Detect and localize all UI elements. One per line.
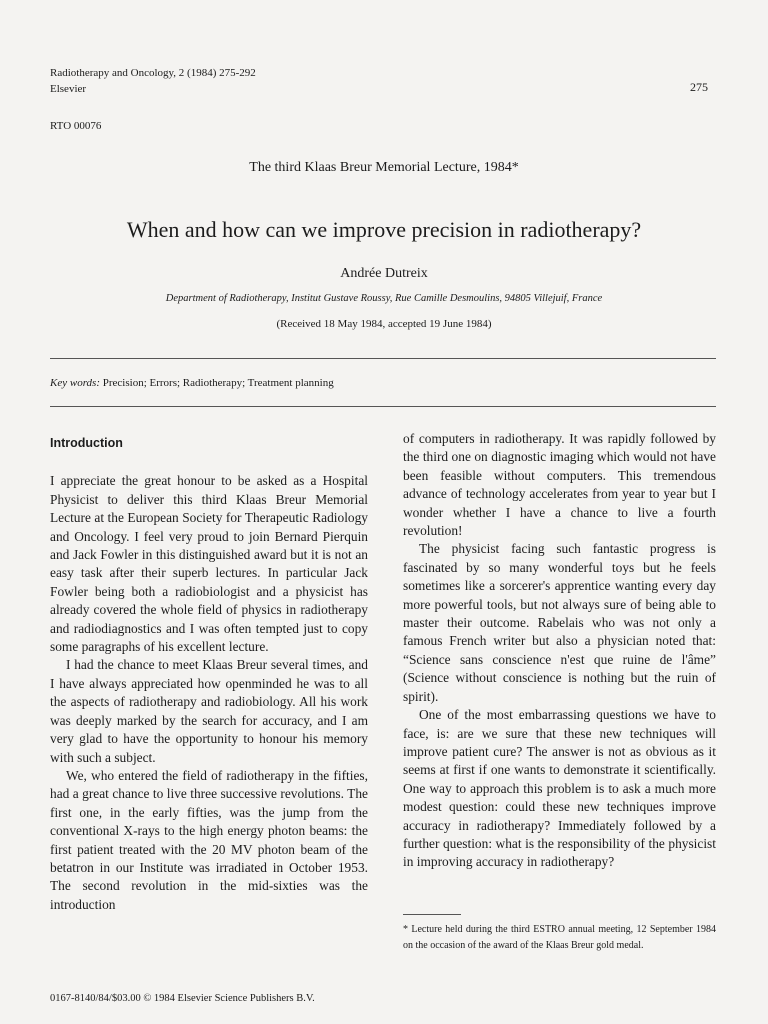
journal-line-1: Radiotherapy and Oncology, 2 (1984) 275-292 bbox=[50, 67, 256, 79]
author-affiliation: Department of Radiotherapy, Institut Gustave Roussy, Rue Camille Desmoulins, 94805 Villejuif, France bbox=[165, 293, 603, 304]
section-heading: Introduction bbox=[50, 436, 123, 450]
journal-publisher: Elsevier bbox=[50, 83, 87, 95]
footnote-rule bbox=[403, 914, 461, 915]
journal-citation bbox=[50, 65, 256, 97]
divider-bottom bbox=[50, 406, 716, 407]
footnote: * Lecture held during the third ESTRO annual meeting, 12 September 1984 on the occasion of the award of the Klaas Breur gold medal. bbox=[403, 924, 716, 951]
paragraph: The physicist facing such fantastic progress is fascinated by so many wonderful toys but he feels sometimes like a sorcerer's apprentice wanting every day more powerful tools, but not always sure of being able to master their outcome. Rabelais who was not only a famous French writer but also a physician noted that: “Science sans conscience n'est que ruine de l'âme” (Science without conscience is nothing but the ruin of spirit). bbox=[403, 541, 716, 704]
author-name: Andrée Dutreix bbox=[340, 266, 428, 281]
keywords-label: Key words: bbox=[50, 377, 101, 389]
divider-top bbox=[50, 358, 716, 359]
paragraph: I had the chance to meet Klaas Breur several times, and I have always appreciated how openminded he was to all the aspects of radiotherapy and radiobiology. All his work was deeply marked by the search for accuracy, and I am very glad to have the opportunity to honour his memory with such a subject. bbox=[50, 657, 368, 765]
received-dates: (Received 18 May 1984, accepted 19 June 1984) bbox=[276, 318, 492, 330]
article-code: RTO 00076 bbox=[50, 120, 102, 132]
right-column bbox=[403, 430, 716, 872]
paragraph: I appreciate the great honour to be asked as a Hospital Physicist to deliver this third Klaas Breur Memorial Lecture at the European Society for Therapeutic Radiology and Oncology. I feel very proud to join Bernard Pierquin and Jack Fowler in this distinguished award but it is not an easy task after their superb lectures. In particular Jack Fowler being both a radiobiologist and a physicist has already covered the whole field of physics in radiotherapy and radiodiagnostics and I was often tempted just to copy some paragraphs of his excellent lecture. bbox=[50, 473, 368, 655]
page-number: 275 bbox=[690, 80, 708, 94]
left-column bbox=[50, 434, 368, 914]
lecture-subtitle: The third Klaas Breur Memorial Lecture, 1984* bbox=[249, 160, 519, 175]
copyright-footer: 0167-8140/84/$03.00 © 1984 Elsevier Science Publishers B.V. bbox=[50, 993, 315, 1004]
paragraph: We, who entered the field of radiotherapy in the fifties, had a great chance to live three successive revolutions. The first one, in the early fifties, was the jump from the conventional X-rays to the high energy photon beams: the first patient treated with the 20 MV photon beam of the betatron in our Institute was irradiated in October 1953. The second revolution in the mid-sixties was the introduction bbox=[50, 767, 368, 912]
paragraph: of computers in radiotherapy. It was rapidly followed by the third one on diagnostic imaging which would not have been feasible without computers. This tremendous advance of technology accelerates from year to year but I wonder whether I have a chance to live a fourth revolution! bbox=[403, 431, 716, 539]
keywords-line bbox=[50, 377, 334, 389]
paragraph: One of the most embarrassing questions we have to face, is: are we sure that these new techniques will improve patient cure? The answer is not as obvious as it seems at first if one wants to demonstrate it scientifically. One way to approach this problem is to ask a much more modest question: could these new techniques improve accuracy in radiotherapy? Immediately followed by a further question: what is the responsibility of the physicist in improving accuracy in radiotherapy? bbox=[403, 707, 716, 870]
keywords-text: Precision; Errors; Radiotherapy; Treatment planning bbox=[102, 377, 334, 389]
paper-title: When and how can we improve precision in radiotherapy? bbox=[126, 217, 642, 242]
